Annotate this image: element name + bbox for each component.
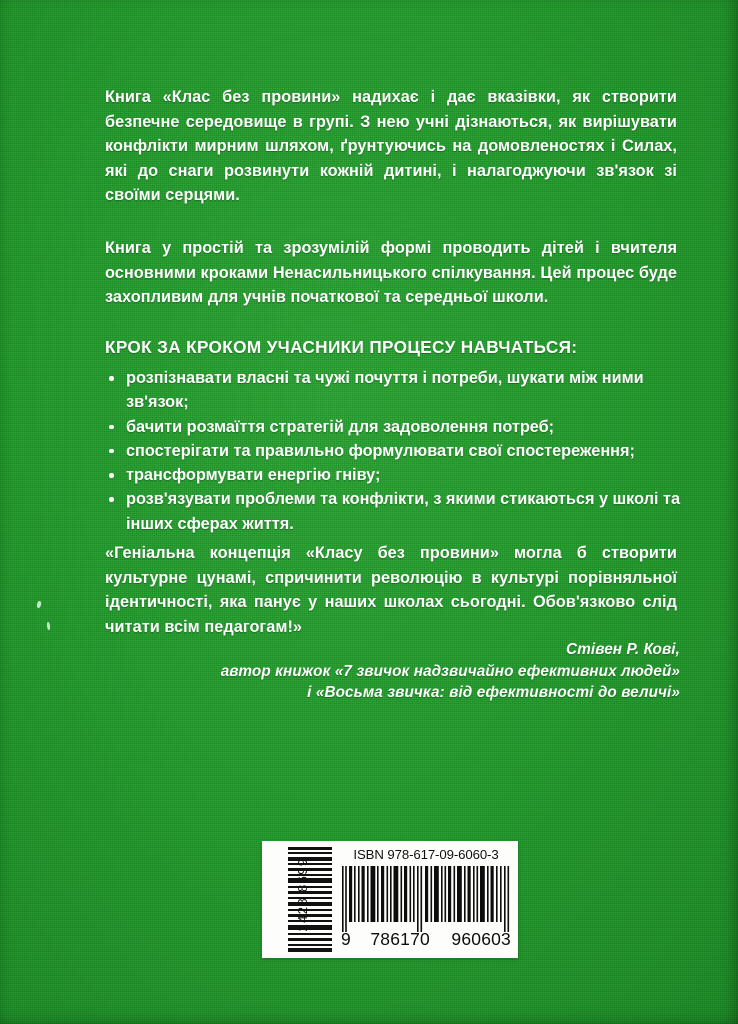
list-item-label: спостерігати та правильно формулювати свої спостереження; xyxy=(126,441,635,460)
attribution-credential-2: і «Восьма звичка: від ефективності до величі» xyxy=(307,684,680,702)
endorsement-quote-block xyxy=(105,541,677,639)
ean-left-group: 786170 xyxy=(370,929,430,949)
list-item xyxy=(105,366,683,415)
list-item-label: розпізнавати власні та чужі почуття і потреби, шукати між ними зв'язок; xyxy=(126,369,644,412)
scan-speck xyxy=(36,601,42,609)
attribution-credential-1: автор книжок «7 звичок надзвичайно ефективних людей» xyxy=(220,662,680,680)
endorsement-attribution xyxy=(105,639,680,704)
barcode-panel xyxy=(262,841,518,958)
bullet-dot-icon xyxy=(109,473,114,478)
bullet-dot-icon xyxy=(109,425,114,430)
ean13-barcode xyxy=(340,845,512,955)
ean13-barcode-bars xyxy=(342,866,510,932)
list-item xyxy=(105,487,683,536)
list-item-label: трансформувати енергію гніву; xyxy=(126,466,381,485)
isbn-text: ISBN 978-617-09-6060-3 xyxy=(353,847,499,862)
list-item xyxy=(105,439,683,463)
intro-paragraph-block xyxy=(105,85,677,208)
learn-outcomes-list xyxy=(105,366,683,536)
bullet-dot-icon xyxy=(109,449,114,454)
bullet-dot-icon xyxy=(109,376,114,381)
endorsement-quote: «Геніальна концепція «Класу без провини» могла б створити культурне цунамі, спричинити революцію в культурі порівняльної ідентичності, яка панує у наших школах сьогодні. Обов'язково слід читати всім педагогам!» xyxy=(105,544,677,636)
ean13-digits xyxy=(340,929,512,950)
method-paragraph-block xyxy=(105,236,677,310)
list-item xyxy=(105,415,683,439)
list-item-label: бачити розмаїття стратегій для задоволення потреб; xyxy=(126,417,555,436)
scan-speck xyxy=(47,622,51,630)
list-item xyxy=(105,463,683,487)
addon-barcode xyxy=(270,847,332,952)
intro-paragraph: Книга «Клас без провини» надихає і дає вказівки, як створити безпечне середовище в групі. З нею учні дізнаються, як вирішувати конфлікти мирним шляхом, ґрунтуючись на домовленостях і Силах, які до снаги розвинути кожній дитині, і налагоджуючи зв'язок зі своїми серцями. xyxy=(105,88,677,205)
bullet-dot-icon xyxy=(109,497,114,502)
ean-right-group: 960603 xyxy=(451,929,511,949)
attribution-author: Стівен Р. Кові, xyxy=(566,641,680,658)
list-item-label: розв'язувати проблеми та конфлікти, з якими стикаються у школі та інших сферах життя. xyxy=(126,490,681,533)
method-paragraph: Книга у простій та зрозумілій формі проводить дітей і вчителя основними кроками Ненасильницького спілкування. Цей процес буде захопливим для учнів початкової та середньої школи. xyxy=(105,239,677,307)
addon-barcode-number: 2428 8699 xyxy=(295,857,310,932)
ean-lead-digit: 9 xyxy=(341,929,351,949)
learn-section-heading: КРОК ЗА КРОКОМ УЧАСНИКИ ПРОЦЕСУ НАВЧАТЬСЯ: xyxy=(105,337,578,357)
